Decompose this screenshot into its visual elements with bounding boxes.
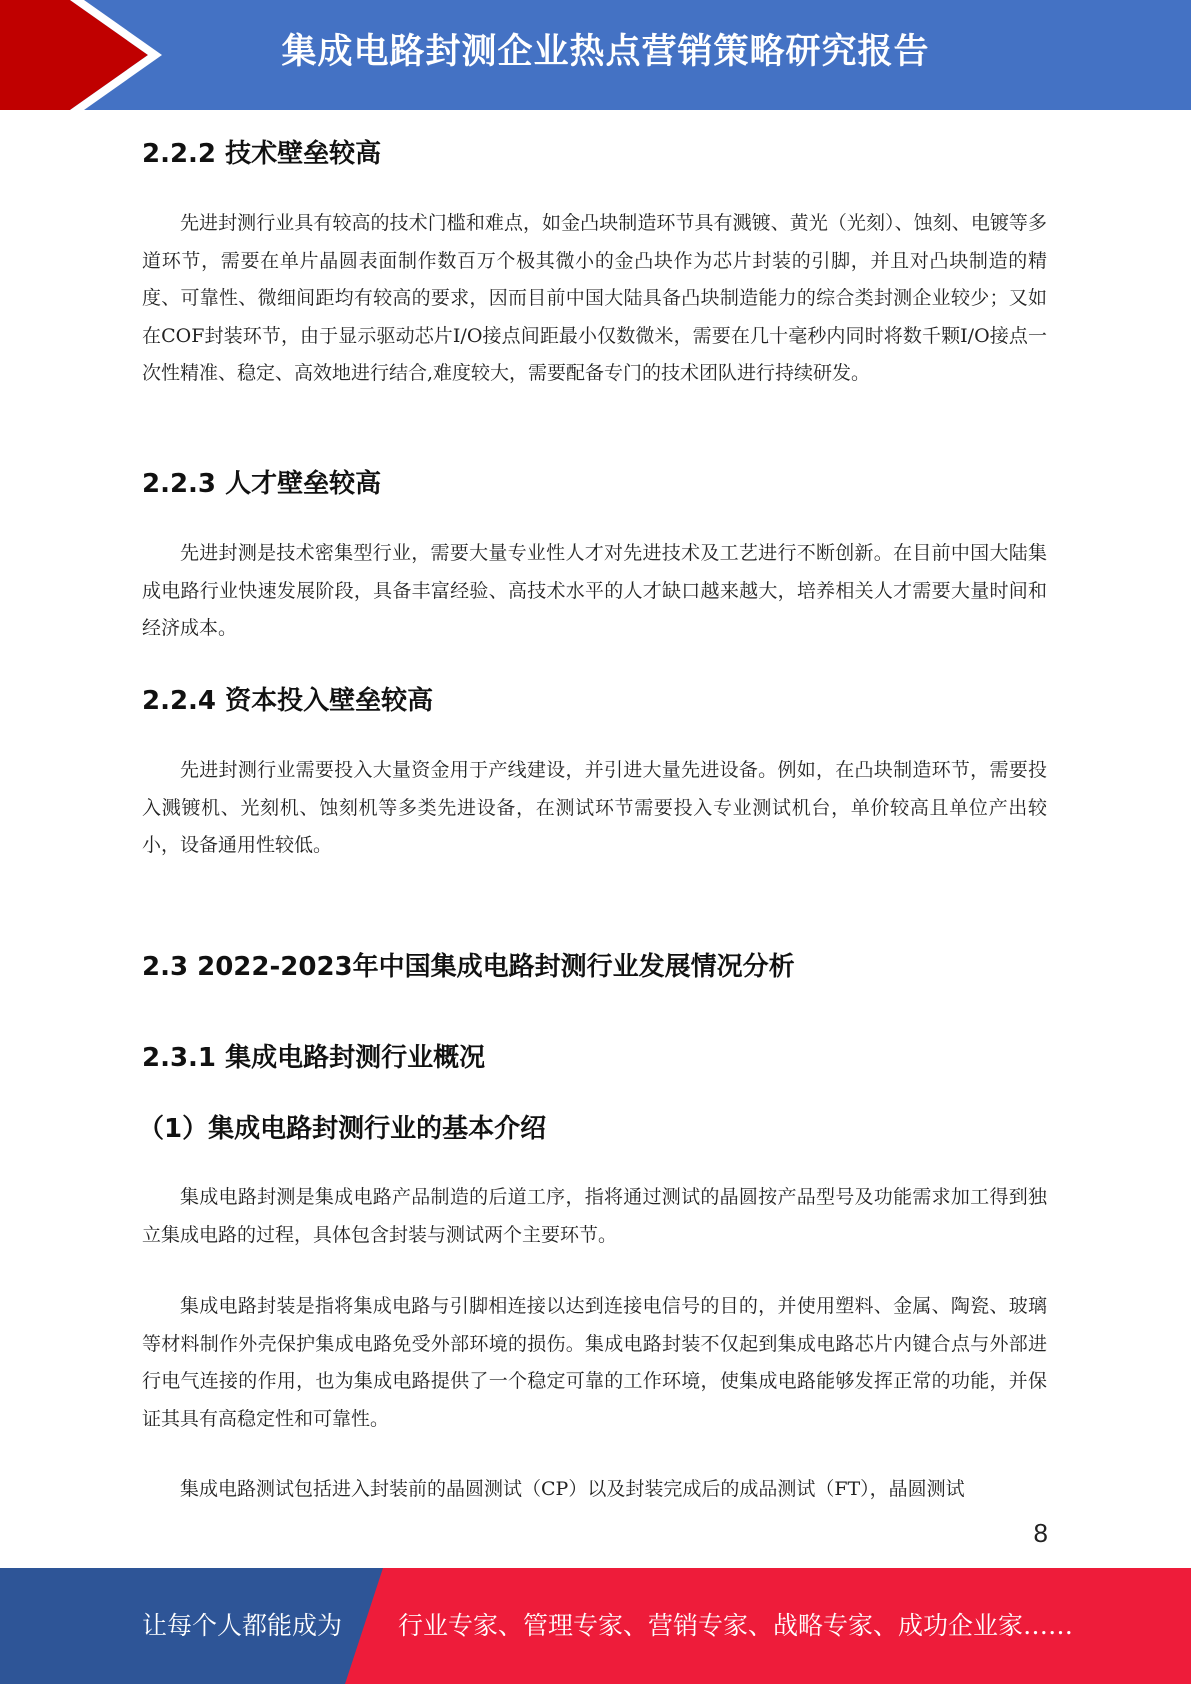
section-paragraph-2-2-2: 先进封测行业具有较高的技术门槛和难点，如金凸块制造环节具有溅镀、黄光（光刻）、蚀刻、电镀等多道环节，需要在单片晶圆表面制作数百万个极其微小的金凸块作为芯片封装的引脚，并且对凸块制造的精度、可靠性、微细间距均有较高的要求，因而目前中国大陆具备凸块制造能力的综合类封测企业较少；又如在COF封装环节，由于显示驱动芯片I/O接点间距最小仅数微米，需要在几十毫秒内同时将数千颗I/O接点一次性精准、稳定、高效地进行结合,难度较大，需要配备专门的技术团队进行持续研发。 [142,212,1047,384]
subsection-paragraph-3: 集成电路测试包括进入封装前的晶圆测试（CP）以及封装完成后的成品测试（FT），晶圆测试 [180,1478,965,1500]
section-paragraph-2-2-3: 先进封测是技术密集型行业，需要大量专业性人才对先进技术及工艺进行不断创新。在目前中国大陆集成电路行业快速发展阶段，具备丰富经验、高技术水平的人才缺口越来越大，培养相关人才需要大量时间和经济成本。 [142,542,1047,639]
section-paragraph-2-2-4: 先进封测行业需要投入大量资金用于产线建设，并引进大量先进设备。例如，在凸块制造环节，需要投入溅镀机、光刻机、蚀刻机等多类先进设备，在测试环节需要投入专业测试机台，单价较高且单位产出较小，设备通用性较低。 [142,759,1047,856]
section-heading-2-3-1: 2.3.1 集成电路封测行业概况 [142,1043,486,1073]
page-footer [0,1568,1191,1684]
subsection-heading-1: （1）集成电路封测行业的基本介绍 [138,1114,547,1144]
subsection-paragraph-1: 集成电路封测是集成电路产品制造的后道工序，指将通过测试的晶圆按产品型号及功能需求加工得到独立集成电路的过程，具体包含封装与测试两个主要环节。 [142,1186,1047,1246]
page-number: 8 [1033,1518,1048,1548]
report-title: 集成电路封测企业热点营销策略研究报告 [281,32,930,72]
section-heading-2-2-2: 2.2.2 技术壁垒较高 [142,139,382,169]
section-heading-2-2-3: 2.2.3 人才壁垒较高 [142,469,382,499]
subsection-paragraph-2: 集成电路封装是指将集成电路与引脚相连接以达到连接电信号的目的，并使用塑料、金属、陶瓷、玻璃等材料制作外壳保护集成电路免受外部环境的损伤。集成电路封装不仅起到集成电路芯片内键合点与外部进行电气连接的作用，也为集成电路提供了一个稳定可靠的工作环境，使集成电路能够发挥正常的功能，并保证其具有高稳定性和可靠性。 [142,1295,1047,1430]
section-heading-2-3: 2.3 2022-2023年中国集成电路封测行业发展情况分析 [142,952,795,982]
footer-slogan-right: 行业专家、管理专家、营销专家、战略专家、成功企业家…… [398,1611,1074,1640]
footer-slogan-left: 让每个人都能成为 [142,1611,343,1640]
page-header [0,0,1191,110]
section-heading-2-2-4: 2.2.4 资本投入壁垒较高 [142,686,434,716]
